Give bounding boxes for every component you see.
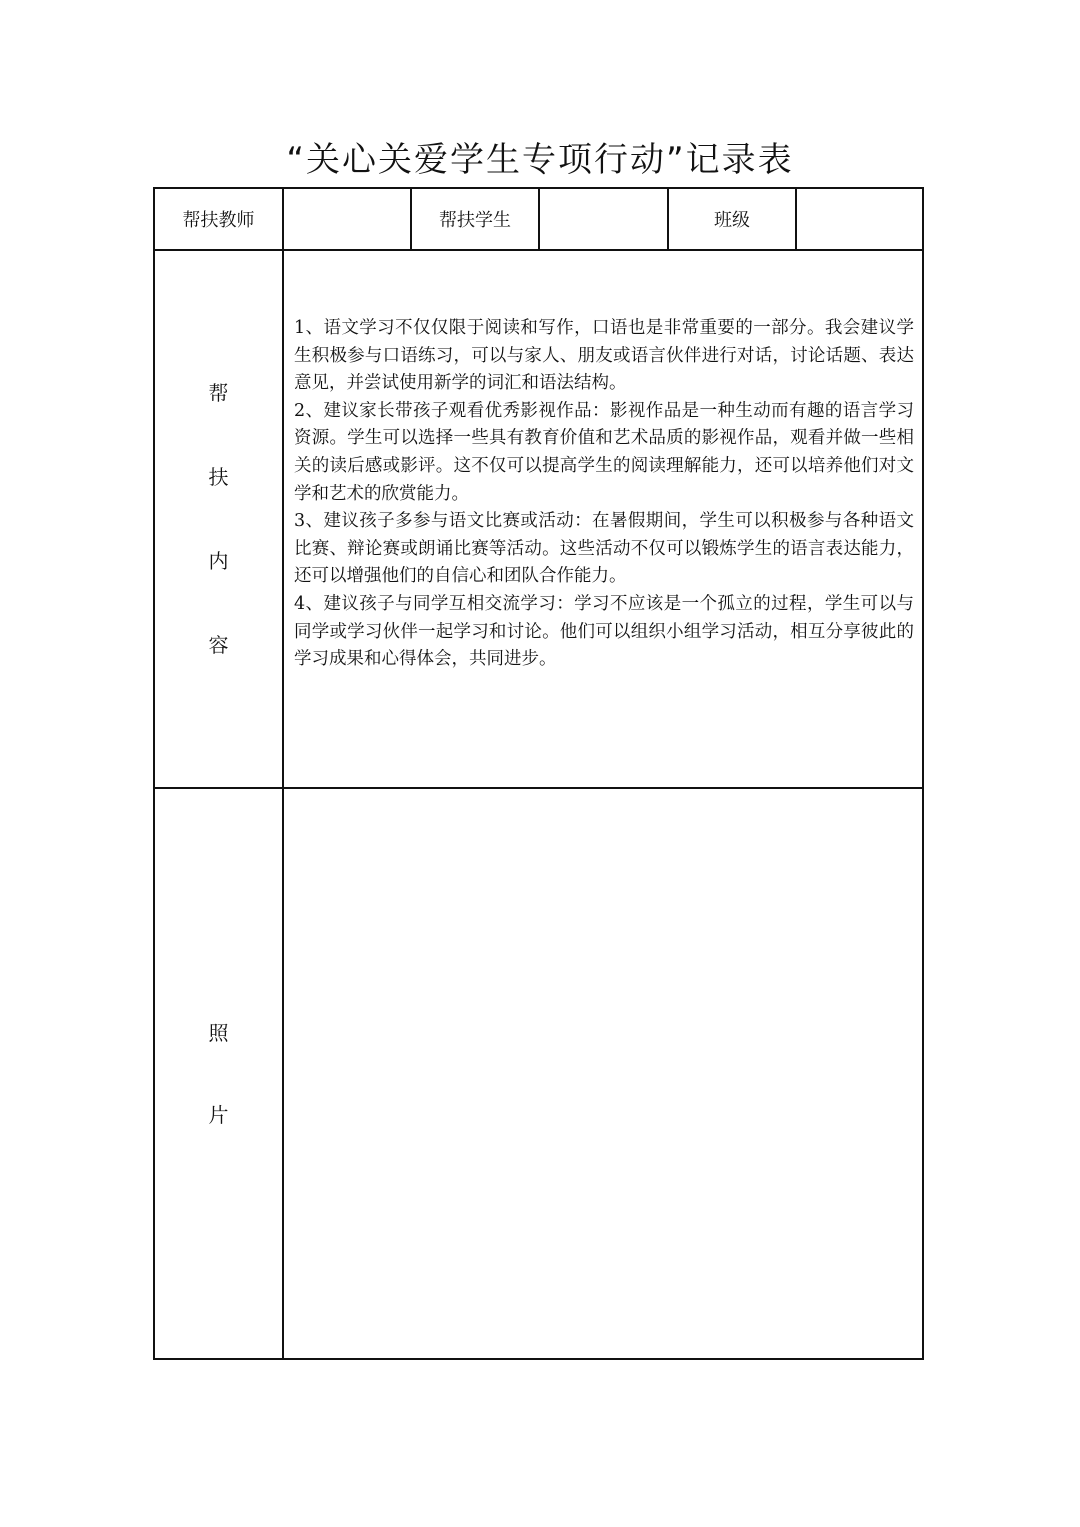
content-label-char: 扶 — [208, 465, 229, 489]
record-table — [153, 187, 924, 1360]
teacher-label: 帮扶教师 — [182, 210, 255, 231]
content-body-cell[interactable] — [284, 251, 922, 789]
content-label-cell — [155, 251, 284, 789]
content-item: 4、建议孩子与同学互相交流学习：学习不应该是一个孤立的过程，学生可以与同学或学习伙伴一起学习和讨论。他们可以组织小组学习活动，相互分享彼此的学习成果和心得体会，共同进步。 — [294, 593, 914, 670]
content-label-char: 容 — [208, 633, 229, 657]
content-item: 3、建议孩子多参与语文比赛或活动：在暑假期间，学生可以积极参与各种语文比赛、辩论赛或朗诵比赛等活动。这些活动不仅可以锻炼学生的语言表达能力，还可以增强他们的自信心和团队合作能力。 — [294, 511, 914, 587]
content-label — [209, 351, 229, 687]
photo-label — [209, 992, 229, 1156]
content-label-char: 帮 — [208, 381, 229, 405]
content-text — [294, 315, 914, 674]
teacher-value-cell[interactable] — [284, 189, 412, 251]
class-label-cell — [669, 189, 797, 251]
class-value-cell[interactable] — [797, 189, 922, 251]
photo-label-char: 照 — [208, 1020, 229, 1045]
photo-label-char: 片 — [208, 1102, 229, 1127]
teacher-label-cell — [155, 189, 284, 251]
content-item: 1、语文学习不仅仅限于阅读和写作，口语也是非常重要的一部分。我会建议学生积极参与口语练习，可以与家人、朋友或语言伙伴进行对话，讨论话题、表达意见，并尝试使用新学的词汇和语法结构。 — [294, 318, 914, 394]
student-value-cell[interactable] — [540, 189, 669, 251]
photo-label-cell — [155, 789, 284, 1358]
page-title: “关心关爱学生专项行动”记录表 — [286, 140, 794, 180]
content-label-char: 内 — [208, 549, 229, 573]
photo-area[interactable] — [284, 789, 922, 1358]
student-label: 帮扶学生 — [439, 210, 511, 231]
content-item: 2、建议家长带孩子观看优秀影视作品：影视作品是一种生动而有趣的语言学习资源。学生可以选择一些具有教育价值和艺术品质的影视作品，观看并做一些相关的读后感或影评。这不仅可以提高学生的阅读理解能力，还可以培养他们对文学和艺术的欣赏能力。 — [294, 400, 914, 504]
class-label: 班级 — [714, 210, 750, 231]
student-label-cell — [412, 189, 540, 251]
